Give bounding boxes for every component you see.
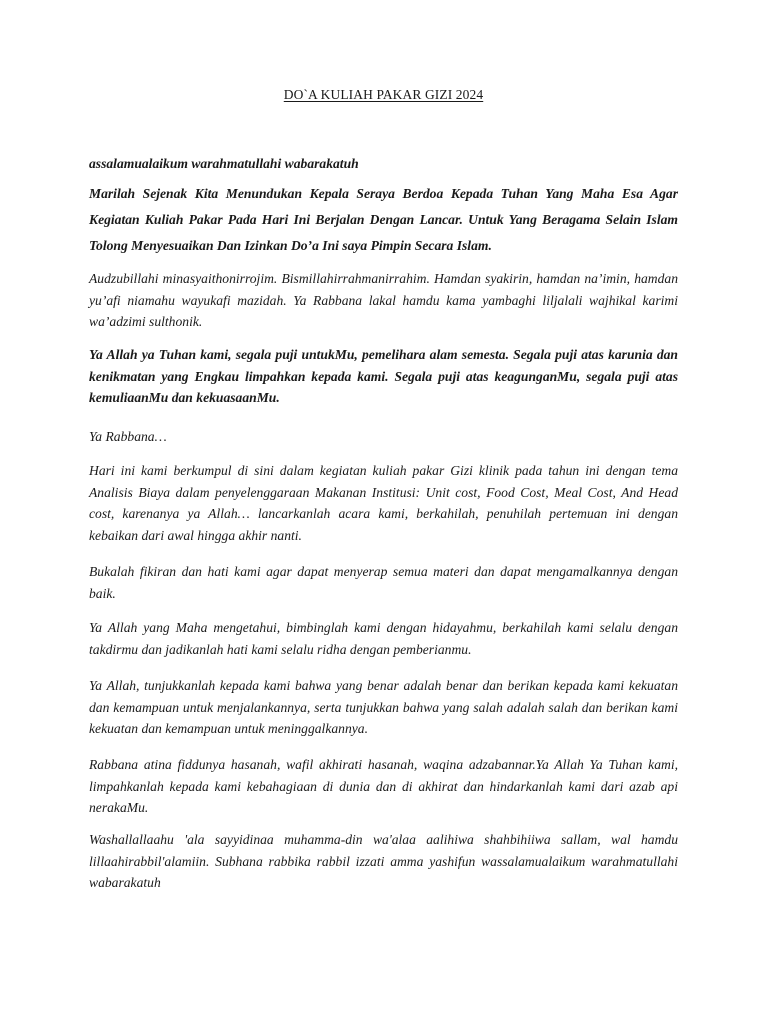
rabbana-atina-paragraph: Rabbana atina fiddunya hasanah, wafil akhirati hasanah, waqina adzabannar.Ya Allah Ya Tuhan kami, limpahkanlah kepada kami kebahagiaan di dunia dan di akhirat dan hindarkanlah kami dari azab api nerakaMu. bbox=[89, 757, 678, 815]
ya-rabbana-paragraph: Ya Rabbana… bbox=[89, 429, 167, 444]
taawudz-paragraph: Audzubillahi minasyaithonirrojim. Bismillahirrahmanirrahim. Hamdan syakirin, hamdan na’imin, hamdan yu’afi niamahu wayukafi mazidah. Ya Rabbana lakal hamdu kama yambaghi liljalali wajhikal karimi wa’adzimi sulthonik. bbox=[89, 271, 678, 329]
praise-paragraph: Ya Allah ya Tuhan kami, segala puji untukMu, pemelihara alam semesta. Segala puji atas karunia dan kenikmatan yang Engkau limpahkan kepada kami. Segala puji atas keagunganMu, segala puji atas kemuliaanMu dan kekuasaanMu. bbox=[89, 347, 678, 405]
guidance-paragraph: Ya Allah yang Maha mengetahui, bimbinglah kami dengan hidayahmu, berkahilah kami selalu dengan takdirmu dan jadikanlah hati kami selalu ridha dengan pemberianmu. bbox=[89, 620, 678, 657]
closing-paragraph: Washallallaahu 'ala sayyidinaa muhamma-din wa'alaa aalihiwa shahbihiiwa sallam, wal hamdu lillaahirabbil'alamiin. Subhana rabbika rabbil izzati amma yashifun wassalamualaikum warahmatullahi wabarakatuh bbox=[89, 832, 678, 890]
document-title: DO`A KULIAH PAKAR GIZI 2024 bbox=[283, 87, 484, 102]
understanding-paragraph: Bukalah fikiran dan hati kami agar dapat menyerap semua materi dan dapat mengamalkannya dengan baik. bbox=[89, 564, 678, 601]
opening-paragraph: Marilah Sejenak Kita Menundukan Kepala Seraya Berdoa Kepada Tuhan Yang Maha Esa Agar Kegiatan Kuliah Pakar Pada Hari Ini Berjalan Dengan Lancar. Untuk Yang Beragama Selain Islam Tolong Menyesuaikan Dan Izinkan Do’a Ini saya Pimpin Secara Islam. bbox=[89, 186, 678, 253]
greeting-paragraph: assalamualaikum warahmatullahi wabarakatuh bbox=[89, 156, 359, 171]
event-paragraph: Hari ini kami berkumpul di sini dalam kegiatan kuliah pakar Gizi klinik pada tahun ini dengan tema Analisis Biaya dalam penyelenggaraan Makanan Institusi: Unit cost, Food Cost, Meal Cost, And Head cost, karenanya ya Allah… lancarkanlah acara kami, berkahilah, penuhilah pertemuan ini dengan kebaikan dari awal hingga akhir nanti. bbox=[89, 463, 678, 543]
truth-paragraph: Ya Allah, tunjukkanlah kepada kami bahwa yang benar adalah benar dan berikan kepada kami kekuatan dan kemampuan untuk menjalankannya, serta tunjukkan bahwa yang salah adalah salah dan berikan kami kekuatan dan kemampuan untuk meninggalkannya. bbox=[89, 678, 678, 736]
